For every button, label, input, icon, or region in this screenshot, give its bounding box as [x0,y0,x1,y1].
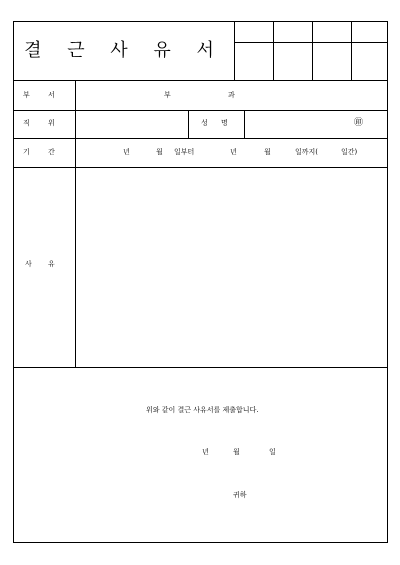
footer-year: 년 [202,448,209,456]
absence-report-form [13,21,388,543]
position-row-divider [244,110,245,138]
label-column-divider [75,80,76,367]
approval-grid-divider [351,22,352,80]
approval-grid-divider [273,22,274,80]
row-divider [14,80,387,81]
form-title: 결 근 사 유 서 [24,40,224,61]
row-divider [14,167,387,168]
row-divider [14,138,387,139]
footer-month: 월 [233,448,240,456]
position-label: 직 위 [23,119,55,127]
reason-label: 사 유 [25,260,55,268]
department-label: 부 서 [23,91,55,99]
period-to-month: 월 [264,148,271,156]
name-label: 성 명 [201,119,228,127]
period-from-month: 월 [156,148,163,156]
row-divider [14,367,387,368]
department-field: 부 과 [164,91,235,99]
seal-mark: ㊞ [354,118,364,128]
period-label: 기 간 [23,148,55,156]
footer-day: 일 [269,448,276,456]
position-row-divider [188,110,189,138]
approval-grid-border [234,22,235,80]
addressee: 귀하 [233,491,247,499]
approval-grid-divider [312,22,313,80]
period-from-year: 년 [123,148,130,156]
approval-grid-row-divider [234,42,387,43]
period-from-day: 일부터 [174,148,195,156]
period-days: 일간) [341,148,358,156]
submission-statement: 위와 같이 결근 사유서를 제출합니다. [146,406,259,414]
period-to-year: 년 [230,148,237,156]
row-divider [14,110,387,111]
period-to-day: 일까지( [295,148,319,156]
